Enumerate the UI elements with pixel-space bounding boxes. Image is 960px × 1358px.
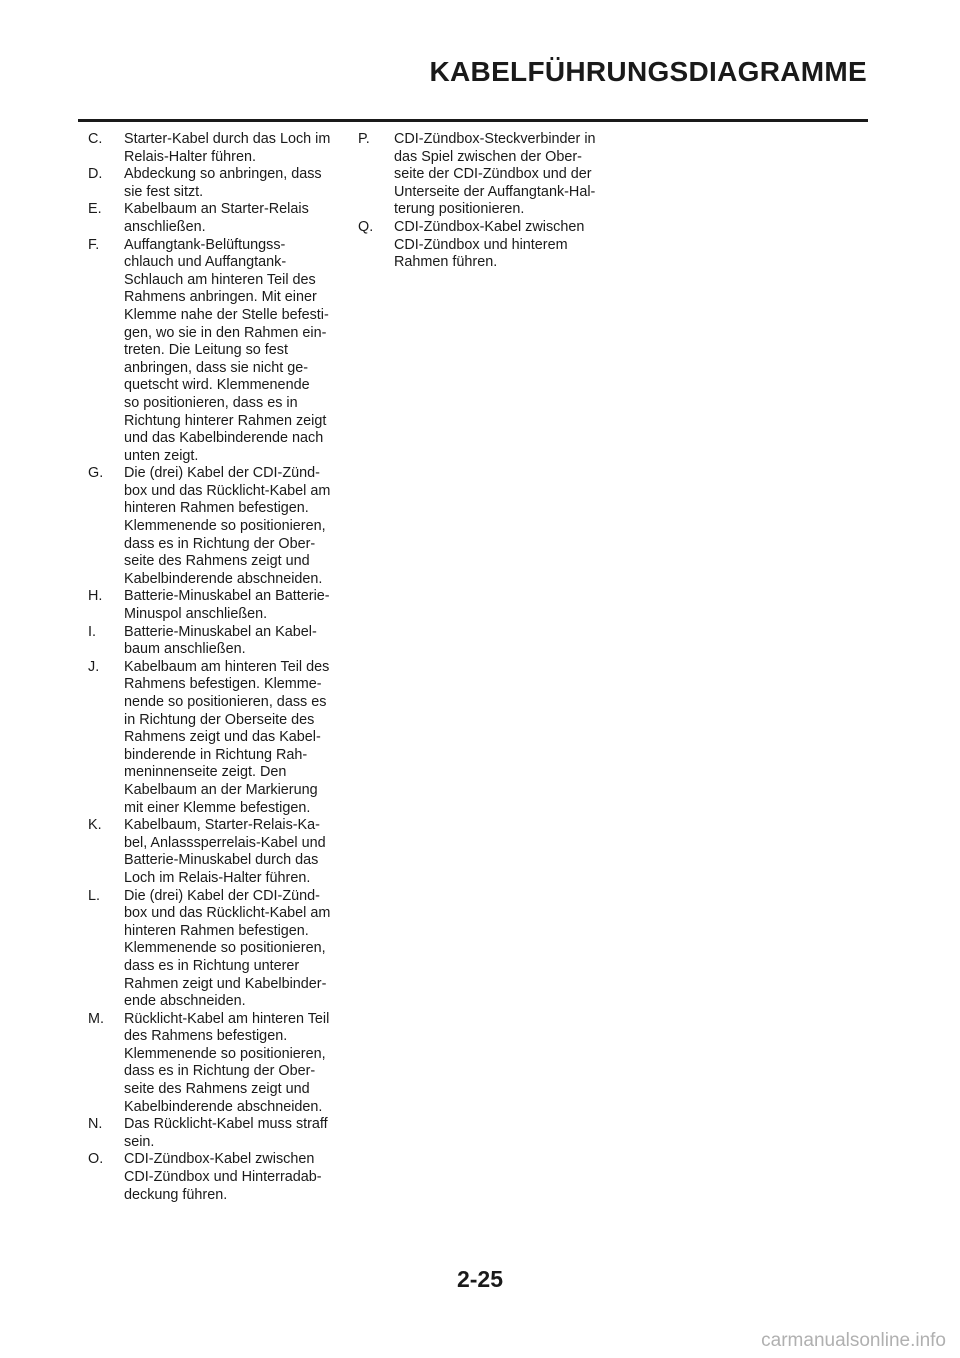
- text-line: in Richtung der Oberseite des: [124, 711, 315, 728]
- text-line: Auffangtank-Belüftungss-: [124, 236, 286, 253]
- text-line: Rahmens zeigt und das Kabel-: [124, 729, 321, 746]
- text-line: unten zeigt.: [124, 447, 199, 464]
- text-line: Batterie-Minuskabel an Batterie-: [124, 588, 330, 605]
- text-line: so positionieren, dass es in: [124, 394, 298, 411]
- text-line: chlauch und Auffangtank-: [124, 254, 287, 271]
- text-line: CDI-Zündbox-Steckverbinder in: [394, 131, 596, 147]
- list-item: [88, 817, 338, 887]
- text-line: Rücklicht-Kabel am hinteren Teil: [124, 1010, 330, 1027]
- list-item: [88, 237, 338, 466]
- item-letter: H.: [88, 588, 103, 605]
- text-line: ende abschneiden.: [124, 993, 246, 1010]
- text-line: Kabelbinderende abschneiden.: [124, 1098, 323, 1115]
- text-line: CDI-Zündbox und hinterem: [394, 236, 568, 253]
- text-line: box und das Rücklicht-Kabel am: [124, 905, 331, 922]
- text-line: Loch im Relais-Halter führen.: [124, 869, 311, 886]
- text-line: Batterie-Minuskabel an Kabel-: [124, 623, 317, 640]
- text-line: sein.: [124, 1133, 155, 1150]
- list-item: [88, 131, 338, 166]
- right-column: [358, 131, 608, 272]
- list-item: [88, 1116, 338, 1151]
- text-line: deckung führen.: [124, 1186, 228, 1203]
- item-text: [394, 131, 608, 219]
- text-line: Kabelbaum, Starter-Relais-Ka-: [124, 817, 320, 834]
- text-line: CDI-Zündbox-Kabel zwischen: [394, 218, 585, 235]
- text-line: Die (drei) Kabel der CDI-Zünd-: [124, 465, 320, 482]
- list-item: [88, 588, 338, 623]
- item-text: [124, 166, 338, 201]
- text-line: Starter-Kabel durch das Loch im: [124, 131, 331, 147]
- text-line: quetscht wird. Klemmenende: [124, 377, 310, 394]
- item-letter: P.: [358, 131, 370, 147]
- text-line: Die (drei) Kabel der CDI-Zünd-: [124, 887, 320, 904]
- item-text: [124, 1116, 338, 1151]
- item-letter: E.: [88, 201, 102, 218]
- text-line: dass es in Richtung der Ober-: [124, 1063, 316, 1080]
- text-line: Kabelbaum am hinteren Teil des: [124, 658, 330, 675]
- text-line: bel, Anlasssperrelais-Kabel und: [124, 834, 326, 851]
- item-letter: J.: [88, 658, 100, 675]
- text-line: seite der CDI-Zündbox und der: [394, 166, 592, 183]
- text-line: Rahmen führen.: [394, 254, 498, 271]
- list-item: [88, 888, 338, 1011]
- text-line: meninnenseite zeigt. Den: [124, 764, 287, 781]
- item-text: [124, 888, 338, 1011]
- text-line: Batterie-Minuskabel durch das: [124, 852, 319, 869]
- text-line: seite des Rahmens zeigt und: [124, 1081, 310, 1098]
- text-line: Rahmen zeigt und Kabelbinder-: [124, 975, 327, 992]
- text-line: gen, wo sie in den Rahmen ein-: [124, 324, 327, 341]
- list-item: [88, 201, 338, 236]
- item-text: [124, 465, 338, 588]
- text-line: hinteren Rahmen befestigen.: [124, 922, 309, 939]
- item-text: [124, 1011, 338, 1117]
- item-text: [124, 624, 338, 659]
- item-letter: O.: [88, 1151, 104, 1168]
- item-letter: K.: [88, 817, 102, 834]
- text-line: anbringen, dass sie nicht ge-: [124, 359, 308, 376]
- item-text: [394, 219, 608, 272]
- text-line: binderende in Richtung Rah-: [124, 746, 308, 763]
- text-line: Abdeckung so anbringen, dass: [124, 166, 322, 183]
- text-line: terung positionieren.: [394, 201, 525, 218]
- text-line: dass es in Richtung unterer: [124, 957, 300, 974]
- item-text: [124, 237, 338, 466]
- list-item: [88, 1011, 338, 1117]
- text-line: Kabelbaum an Starter-Relais: [124, 201, 309, 218]
- left-column: [88, 131, 338, 1204]
- item-text: [124, 817, 338, 887]
- list-item: [358, 131, 608, 219]
- item-letter: G.: [88, 465, 104, 482]
- page-number: 2-25: [456, 1266, 504, 1292]
- text-line: Unterseite der Auffangtank-Hal-: [394, 183, 596, 200]
- item-letter: C.: [88, 131, 103, 147]
- list-item: [88, 166, 338, 201]
- text-line: treten. Die Leitung so fest: [124, 342, 288, 359]
- text-line: anschließen.: [124, 218, 206, 235]
- watermark-text: carmanualsonline.info: [761, 1330, 946, 1351]
- text-line: CDI-Zündbox und Hinterradab-: [124, 1169, 322, 1186]
- item-letter: Q.: [358, 218, 374, 235]
- page-title: KABELFÜHRUNGSDIAGRAMME: [429, 56, 867, 87]
- item-text: [124, 201, 338, 236]
- text-line: Klemmenende so positionieren,: [124, 940, 326, 957]
- list-item: [88, 465, 338, 588]
- text-line: Rahmens anbringen. Mit einer: [124, 289, 317, 306]
- text-line: dass es in Richtung der Ober-: [124, 535, 316, 552]
- list-item: [358, 219, 608, 272]
- item-letter: F.: [88, 236, 100, 253]
- text-line: Kabelbinderende abschneiden.: [124, 570, 323, 587]
- text-line: seite des Rahmens zeigt und: [124, 553, 310, 570]
- text-line: sie fest sitzt.: [124, 183, 204, 200]
- text-line: box und das Rücklicht-Kabel am: [124, 482, 331, 499]
- list-item: [88, 659, 338, 817]
- text-line: baum anschließen.: [124, 641, 246, 658]
- text-line: hinteren Rahmen befestigen.: [124, 500, 309, 517]
- text-line: Minuspol anschließen.: [124, 606, 268, 623]
- text-line: Klemme nahe der Stelle befesti-: [124, 306, 329, 323]
- text-line: Richtung hinterer Rahmen zeigt: [124, 412, 327, 429]
- header-divider: [78, 119, 868, 122]
- text-line: nende so positionieren, dass es: [124, 694, 327, 710]
- item-letter: D.: [88, 166, 103, 183]
- item-text: [124, 131, 338, 166]
- text-line: Schlauch am hinteren Teil des: [124, 271, 316, 288]
- item-text: [124, 659, 338, 817]
- text-line: CDI-Zündbox-Kabel zwischen: [124, 1151, 315, 1168]
- item-text: [124, 588, 338, 623]
- text-line: das Spiel zwischen der Ober-: [394, 148, 582, 165]
- text-line: Klemmenende so positionieren,: [124, 518, 326, 535]
- item-letter: I.: [88, 623, 96, 640]
- text-line: mit einer Klemme befestigen.: [124, 799, 311, 816]
- text-line: Rahmens befestigen. Klemme-: [124, 676, 322, 693]
- text-line: und das Kabelbinderende nach: [124, 430, 324, 447]
- text-line: Das Rücklicht-Kabel muss straff: [124, 1116, 328, 1133]
- item-text: [124, 1151, 338, 1204]
- list-item: [88, 624, 338, 659]
- item-letter: M.: [88, 1010, 104, 1027]
- text-line: des Rahmens befestigen.: [124, 1028, 288, 1045]
- text-line: Klemmenende so positionieren,: [124, 1045, 326, 1062]
- item-letter: L.: [88, 887, 101, 904]
- text-line: Kabelbaum an der Markierung: [124, 781, 318, 798]
- item-letter: N.: [88, 1116, 103, 1133]
- text-line: Relais-Halter führen.: [124, 148, 256, 165]
- list-item: [88, 1151, 338, 1204]
